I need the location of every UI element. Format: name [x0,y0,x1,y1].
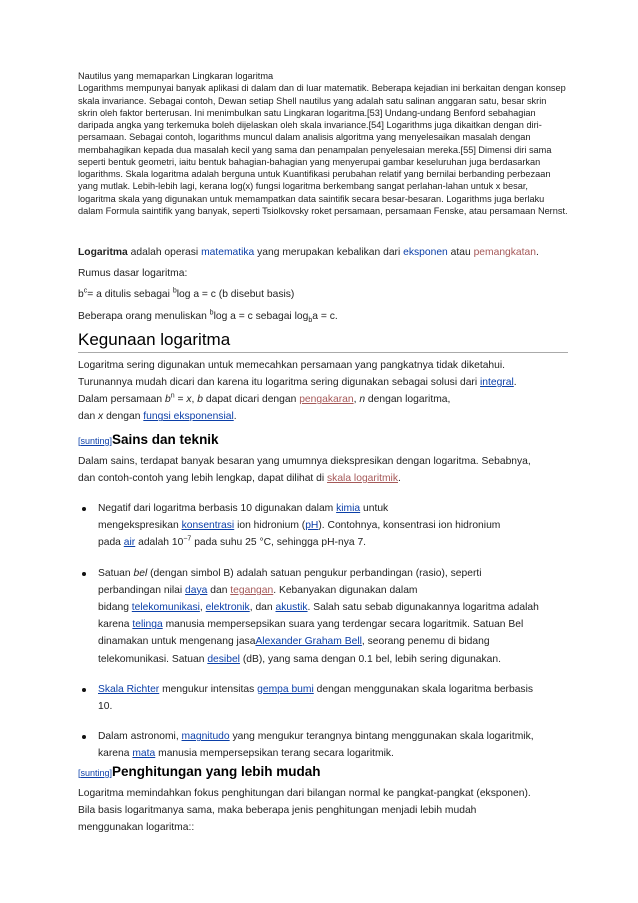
link-daya[interactable]: daya [185,584,208,596]
link-telekomunikasi[interactable]: telekomunikasi [131,602,200,614]
intro-title: Nautilus yang memaparkan Lingkaran logaritma [78,71,274,81]
link-matematika[interactable]: matematika [201,247,255,258]
sains-line-2: dan contoh-contoh yang lebih lengkap, dapat dilihat di skala logaritmik. [78,472,401,484]
link-tegangan[interactable]: tegangan [230,584,274,596]
hitung-line-3: menggunakan logaritma:: [78,822,195,834]
edit-link-sains[interactable]: [sunting] [78,435,113,446]
link-fungsi-eksponensial[interactable]: fungsi eksponensial [143,411,234,423]
intro-body: Logarithms mempunyai banyak aplikasi di dalam dan di luar matematik. Beberapa kejadian ini berkaitan dengan konsep skala invariance. Sebagai contoh, Dewan setiap Shell nautilus yang adalah satu salinan anggaran satu, besar skrin skrin oleh faktor berterusan. Ini menimbulkan satu Lingkaran logaritma.[53] Undang-undang Benford sebahagian daripada angka yang terkemuka boleh dijelaskan oleh skala invariance.[54] Logarithms juga dikaitkan dengan diri-persamaan. Sebagai contoh, logarithms muncul dalam analisis algoritma yang menyelesaikan masalah dengan membahagikan kepada dua masalah kecil yang sama dan penampalan penyelesaian mereka.[55] Dimensi diri sama seperti bentuk geometri, iaitu bentuk bahagian-bahagian yang menyerupai gambar keseluruhan juga berdasarkan logarithms. Skala logaritma adalah berguna untuk Kuantifikasi perubahan relatif yang bernilai berbanding perbezaan yang mutlak. Lebih-lebih lagi, kerana log(x) fungsi logaritma berkembang sangat perlahan-lahan untuk x besar, logaritma skala yang digunakan untuk memampatkan data saintifik secara besar-besaran. Logarithms juga berlaku dalam Formula saintifik yang banyak, seperti Tsiolkovsky roket persamaan, persamaan Fenske, atau persamaan Nernst. [78,83,568,216]
bullet-icon [82,572,86,576]
list-item: Negatif dari logaritma berbasis 10 digunakan dalam kimia untuk mengekspresikan konsentrasi ion hidronium (pH). Contohnya, konsentrasi ion hidronium pada air adalah $10^{-7}$ pada suhu 25 °C, sehingga pH-nya 7. [78,500,568,552]
link-skala-logaritmik[interactable]: skala logaritmik [327,472,398,484]
link-elektronik[interactable]: elektronik [205,602,250,614]
link-konsentrasi[interactable]: konsentrasi [181,520,235,532]
bullet-icon [82,735,86,739]
list-item: Satuan bel (dengan simbol B) adalah satuan pengukur perbandingan (rasio), seperti perbandingan nilai daya dan tegangan. Kebanyakan digunakan dalam bidang telekomunikasi, elektronik, dan akustik. Salah satu sebab digunakannya logaritma adalah karena telinga manusia mempersepsikan suara yang terdengar secara logaritmik. Satuan Bel dinamakan untuk mengenang jasaAlexander Graham Bell, seorang penemu di bidang telekomunikasi. Satuan desibel (dB), yang sama dengan 0.1 bel, lebih sering digunakan. [78,565,568,668]
intro-caption-block [78,70,568,217]
link-mata[interactable]: mata [132,748,156,760]
link-pemangkatan[interactable]: pemangkatan [473,247,536,258]
hitung-line-2: Bila basis logaritmanya sama, maka beberapa jenis penghitungan menjadi lebih mudah [78,804,477,816]
kegunaan-line-4: dan x dengan fungsi eksponensial. [78,411,237,423]
rumus-label: Rumus dasar logaritma: [78,268,188,280]
hitung-line-1: Logaritma memindahkan fokus penghitungan dari bilangan normal ke pangkat-pangkat (eksponen). [78,787,531,799]
link-ph[interactable]: pH [305,520,319,532]
bullet-icon [82,688,86,692]
link-alexander-graham-bell[interactable]: Alexander Graham Bell [255,636,362,648]
kegunaan-line-2: Turunannya mudah dicari dan karena itu logaritma sering digunakan sebagai solusi dari integral. [78,377,517,389]
heading-sains-dan-teknik: [sunting]Sains dan teknik [78,431,219,447]
list-item: Skala Richter mengukur intensitas gempa bumi dengan menggunakan skala logaritma berbasis 10. [78,681,568,715]
link-skala-richter[interactable]: Skala Richter [98,683,160,695]
link-kimia[interactable]: kimia [336,503,361,515]
sains-bullet-list [78,500,568,763]
bullet-icon [82,507,86,511]
kegunaan-line-1: Logaritma sering digunakan untuk memecahkan persamaan yang pangkatnya tidak diketahui. [78,359,506,371]
formula-line-1: $b^c= a$ ditulis sebagai $^b$log a = c (b disebut basis) [78,287,295,301]
article [78,70,568,836]
link-air[interactable]: air [123,537,136,549]
link-desibel[interactable]: desibel [207,653,240,665]
heading-kegunaan-logaritma: Kegunaan logaritma [78,330,568,353]
kegunaan-line-3: Dalam persamaan $b^n = x$, b dapat dicari dengan pengakaran, n dengan logaritma, [78,392,451,406]
heading-penghitungan: [sunting]Penghitungan yang lebih mudah [78,763,321,779]
formula-line-2: Beberapa orang menuliskan $^b$log a = c sebagai $\log_ba = c$. [78,309,338,324]
link-eksponen[interactable]: eksponen [403,247,448,258]
term-logaritma: Logaritma [78,247,128,258]
link-gempa-bumi[interactable]: gempa bumi [257,683,314,695]
link-akustik[interactable]: akustik [275,602,308,614]
sains-line-1: Dalam sains, terdapat banyak besaran yang umumnya diekspresikan dengan logaritma. Sebabnya, [78,455,531,467]
link-integral[interactable]: integral [480,377,514,389]
edit-link-penghitungan[interactable]: [sunting] [78,767,113,778]
link-magnitudo[interactable]: magnitudo [181,731,230,743]
link-pengakaran[interactable]: pengakaran [299,394,354,406]
list-item: Dalam astronomi, magnitudo yang mengukur terangnya bintang menggunakan skala logaritmik, karena mata manusia mempersepsikan terang secara logaritmik. [78,728,568,762]
definition-paragraph: Logaritma adalah operasi matematika yang merupakan kebalikan dari eksponen atau pemangkatan. [78,247,539,258]
link-telinga[interactable]: telinga [132,619,163,631]
